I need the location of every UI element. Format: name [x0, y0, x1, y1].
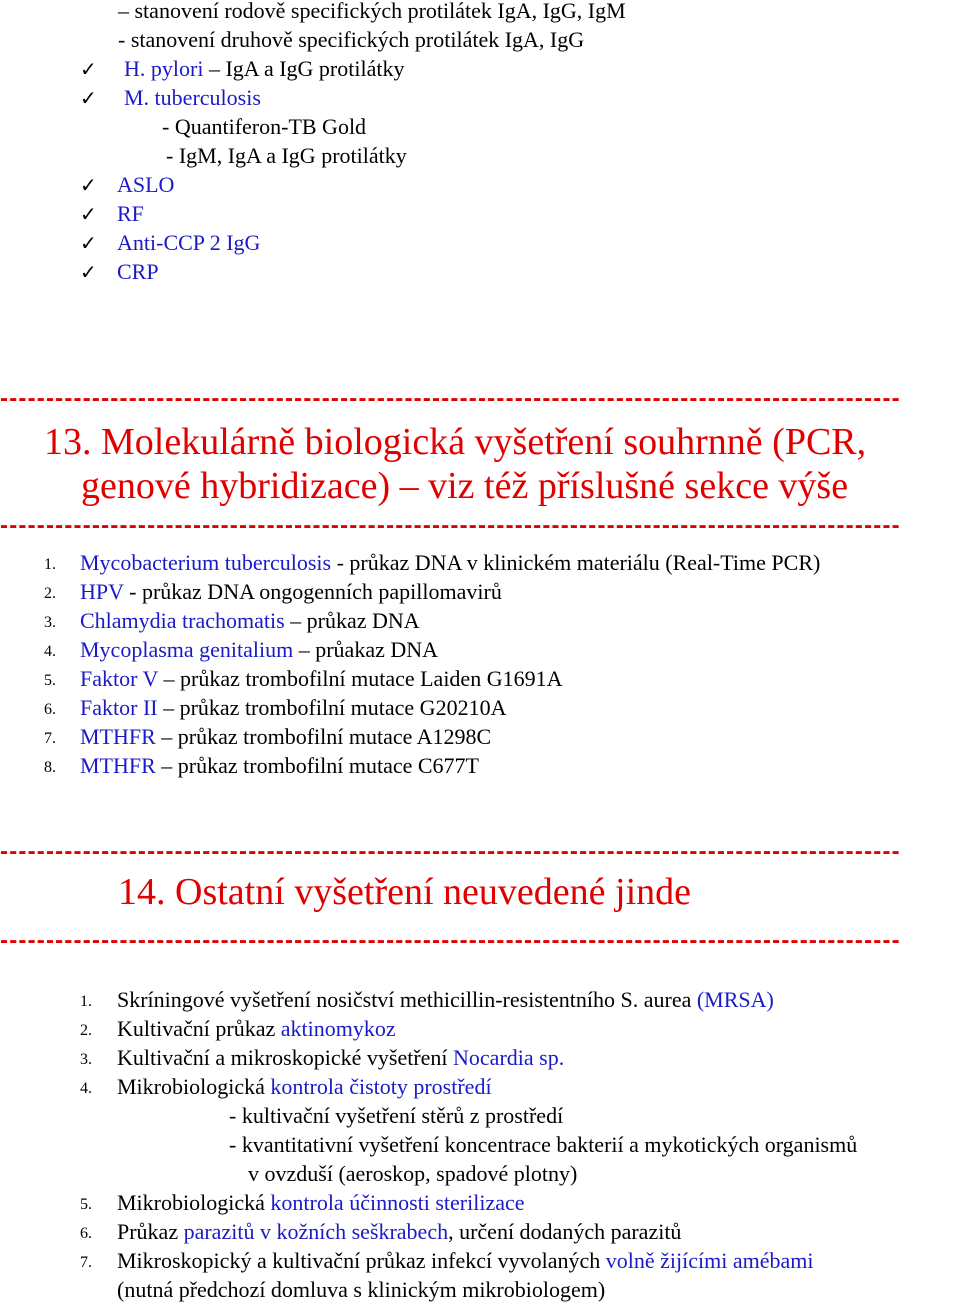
list-number: 3.: [44, 614, 56, 631]
list-item: [117, 987, 774, 1013]
item-text: – průkaz trombofilní mutace A1298C: [155, 724, 492, 749]
sub-item: v ovzduší (aeroskop, spadové plotny): [248, 1161, 578, 1186]
item-highlight: kontrola čistoty prostředí: [270, 1074, 492, 1099]
list-item: M. tuberculosis: [124, 85, 261, 110]
divider: --------------------------------------------------------------------------------------------------: [0, 387, 901, 411]
item-text: – průkaz trombofilní mutace Laiden G1691A: [158, 666, 563, 691]
list-item: ASLO: [117, 172, 175, 197]
section-heading: genové hybridizace) – viz též příslušné sekce výše: [81, 465, 849, 507]
list-item-continuation: (nutná předchozí domluva s klinickým mikrobiologem): [117, 1277, 606, 1302]
list-item: [117, 1045, 564, 1071]
sub-item: - Quantiferon-TB Gold: [162, 114, 367, 139]
item-text: – průkaz trombofilní mutace C677T: [155, 753, 479, 778]
list-number: 8.: [44, 759, 56, 776]
item-highlight: (MRSA): [696, 987, 774, 1012]
list-item: [124, 56, 404, 82]
list-number: 1.: [44, 556, 56, 573]
item-text: , určení dodaných parazitů: [448, 1219, 682, 1244]
checkmark-icon: ✓: [80, 57, 97, 81]
item-text: – průkaz DNA: [284, 608, 420, 633]
list-item: [80, 753, 479, 779]
item-text: - průkaz DNA v klinickém materiálu (Real-Time PCR): [331, 550, 821, 575]
sub-item: - kvantitativní vyšetření koncentrace bakterií a mykotických organismů: [229, 1132, 858, 1157]
list-item: [117, 1190, 525, 1216]
checkmark-icon: ✓: [80, 260, 97, 284]
list-number: 6.: [44, 701, 56, 718]
list-number: 4.: [80, 1080, 92, 1097]
item-name: Faktor II: [80, 695, 158, 720]
list-number: 4.: [44, 643, 56, 660]
item-text: – průkaz trombofilní mutace G20210A: [157, 695, 507, 720]
checkmark-icon: ✓: [80, 202, 97, 226]
list-item: [117, 1016, 396, 1042]
list-item: CRP: [117, 259, 159, 284]
item-text: Skríningové vyšetření nosičství methicillin-resistentního S. aurea: [117, 987, 697, 1012]
list-number: 2.: [44, 585, 56, 602]
item-name: Chlamydia trachomatis: [80, 608, 285, 633]
list-number: 7.: [80, 1254, 92, 1271]
item-name: Mycobacterium tuberculosis: [80, 550, 332, 575]
list-item: [117, 1074, 492, 1100]
item-highlight: aktinomykoz: [280, 1016, 396, 1041]
list-number: 1.: [80, 993, 92, 1010]
checkmark-icon: ✓: [80, 231, 97, 255]
divider: --------------------------------------------------------------------------------------------------: [0, 929, 901, 953]
list-item: [80, 666, 562, 692]
sub-item: - IgM, IgA a IgG protilátky: [166, 143, 407, 168]
item-highlight: kontrola účinnosti sterilizace: [270, 1190, 525, 1215]
text-line: - stanovení druhově specifických protilátek IgA, IgG: [118, 27, 585, 52]
list-number: 7.: [44, 730, 56, 747]
item-text: – průakaz DNA: [293, 637, 439, 662]
list-number: 5.: [80, 1196, 92, 1213]
section-heading: 14. Ostatní vyšetření neuvedené jinde: [118, 871, 692, 913]
list-item: [117, 1219, 681, 1245]
sub-item: - kultivační vyšetření stěrů z prostředí: [229, 1103, 564, 1128]
item-name: MTHFR: [80, 724, 156, 749]
divider: --------------------------------------------------------------------------------------------------: [0, 514, 901, 538]
item-name: MTHFR: [80, 753, 156, 778]
item-highlight: Nocardia sp.: [453, 1045, 565, 1070]
list-item: [80, 579, 502, 605]
list-item: [80, 608, 420, 634]
list-number: 5.: [44, 672, 56, 689]
item-name: Faktor V: [80, 666, 159, 691]
text-line: – stanovení rodově specifických protilátek IgA, IgG, IgM: [118, 0, 626, 23]
organism-name: H. pylori: [124, 56, 204, 81]
item-name: HPV: [80, 579, 124, 604]
item-text: Průkaz: [117, 1219, 184, 1244]
list-item: [80, 695, 506, 721]
section-heading: 13. Molekulárně biologická vyšetření souhrnně (PCR,: [44, 421, 867, 463]
list-item: [80, 724, 491, 750]
checkmark-icon: ✓: [80, 86, 97, 110]
item-text: Kultivační průkaz: [117, 1016, 281, 1041]
item-name: Mycoplasma genitalium: [80, 637, 294, 662]
list-item: Anti-CCP 2 IgG: [117, 230, 261, 255]
list-number: 6.: [80, 1225, 92, 1242]
item-highlight: parazitů v kožních seškrabech: [183, 1219, 449, 1244]
list-item: [80, 637, 438, 663]
divider: --------------------------------------------------------------------------------------------------: [0, 840, 901, 864]
item-text: - průkaz DNA ongogenních papillomavirů: [123, 579, 502, 604]
list-item: [117, 1248, 813, 1274]
item-highlight: volně žijícími amébami: [605, 1248, 814, 1273]
checkmark-icon: ✓: [80, 173, 97, 197]
list-item: [80, 550, 820, 576]
list-item: RF: [117, 201, 144, 226]
item-text: – IgA a IgG protilátky: [203, 56, 405, 81]
item-text: Mikrobiologická: [117, 1190, 271, 1215]
list-number: 2.: [80, 1022, 92, 1039]
list-number: 3.: [80, 1051, 92, 1068]
item-text: Mikroskopický a kultivační průkaz infekcí vyvolaných: [117, 1248, 606, 1273]
item-text: Kultivační a mikroskopické vyšetření: [117, 1045, 454, 1070]
item-text: Mikrobiologická: [117, 1074, 271, 1099]
